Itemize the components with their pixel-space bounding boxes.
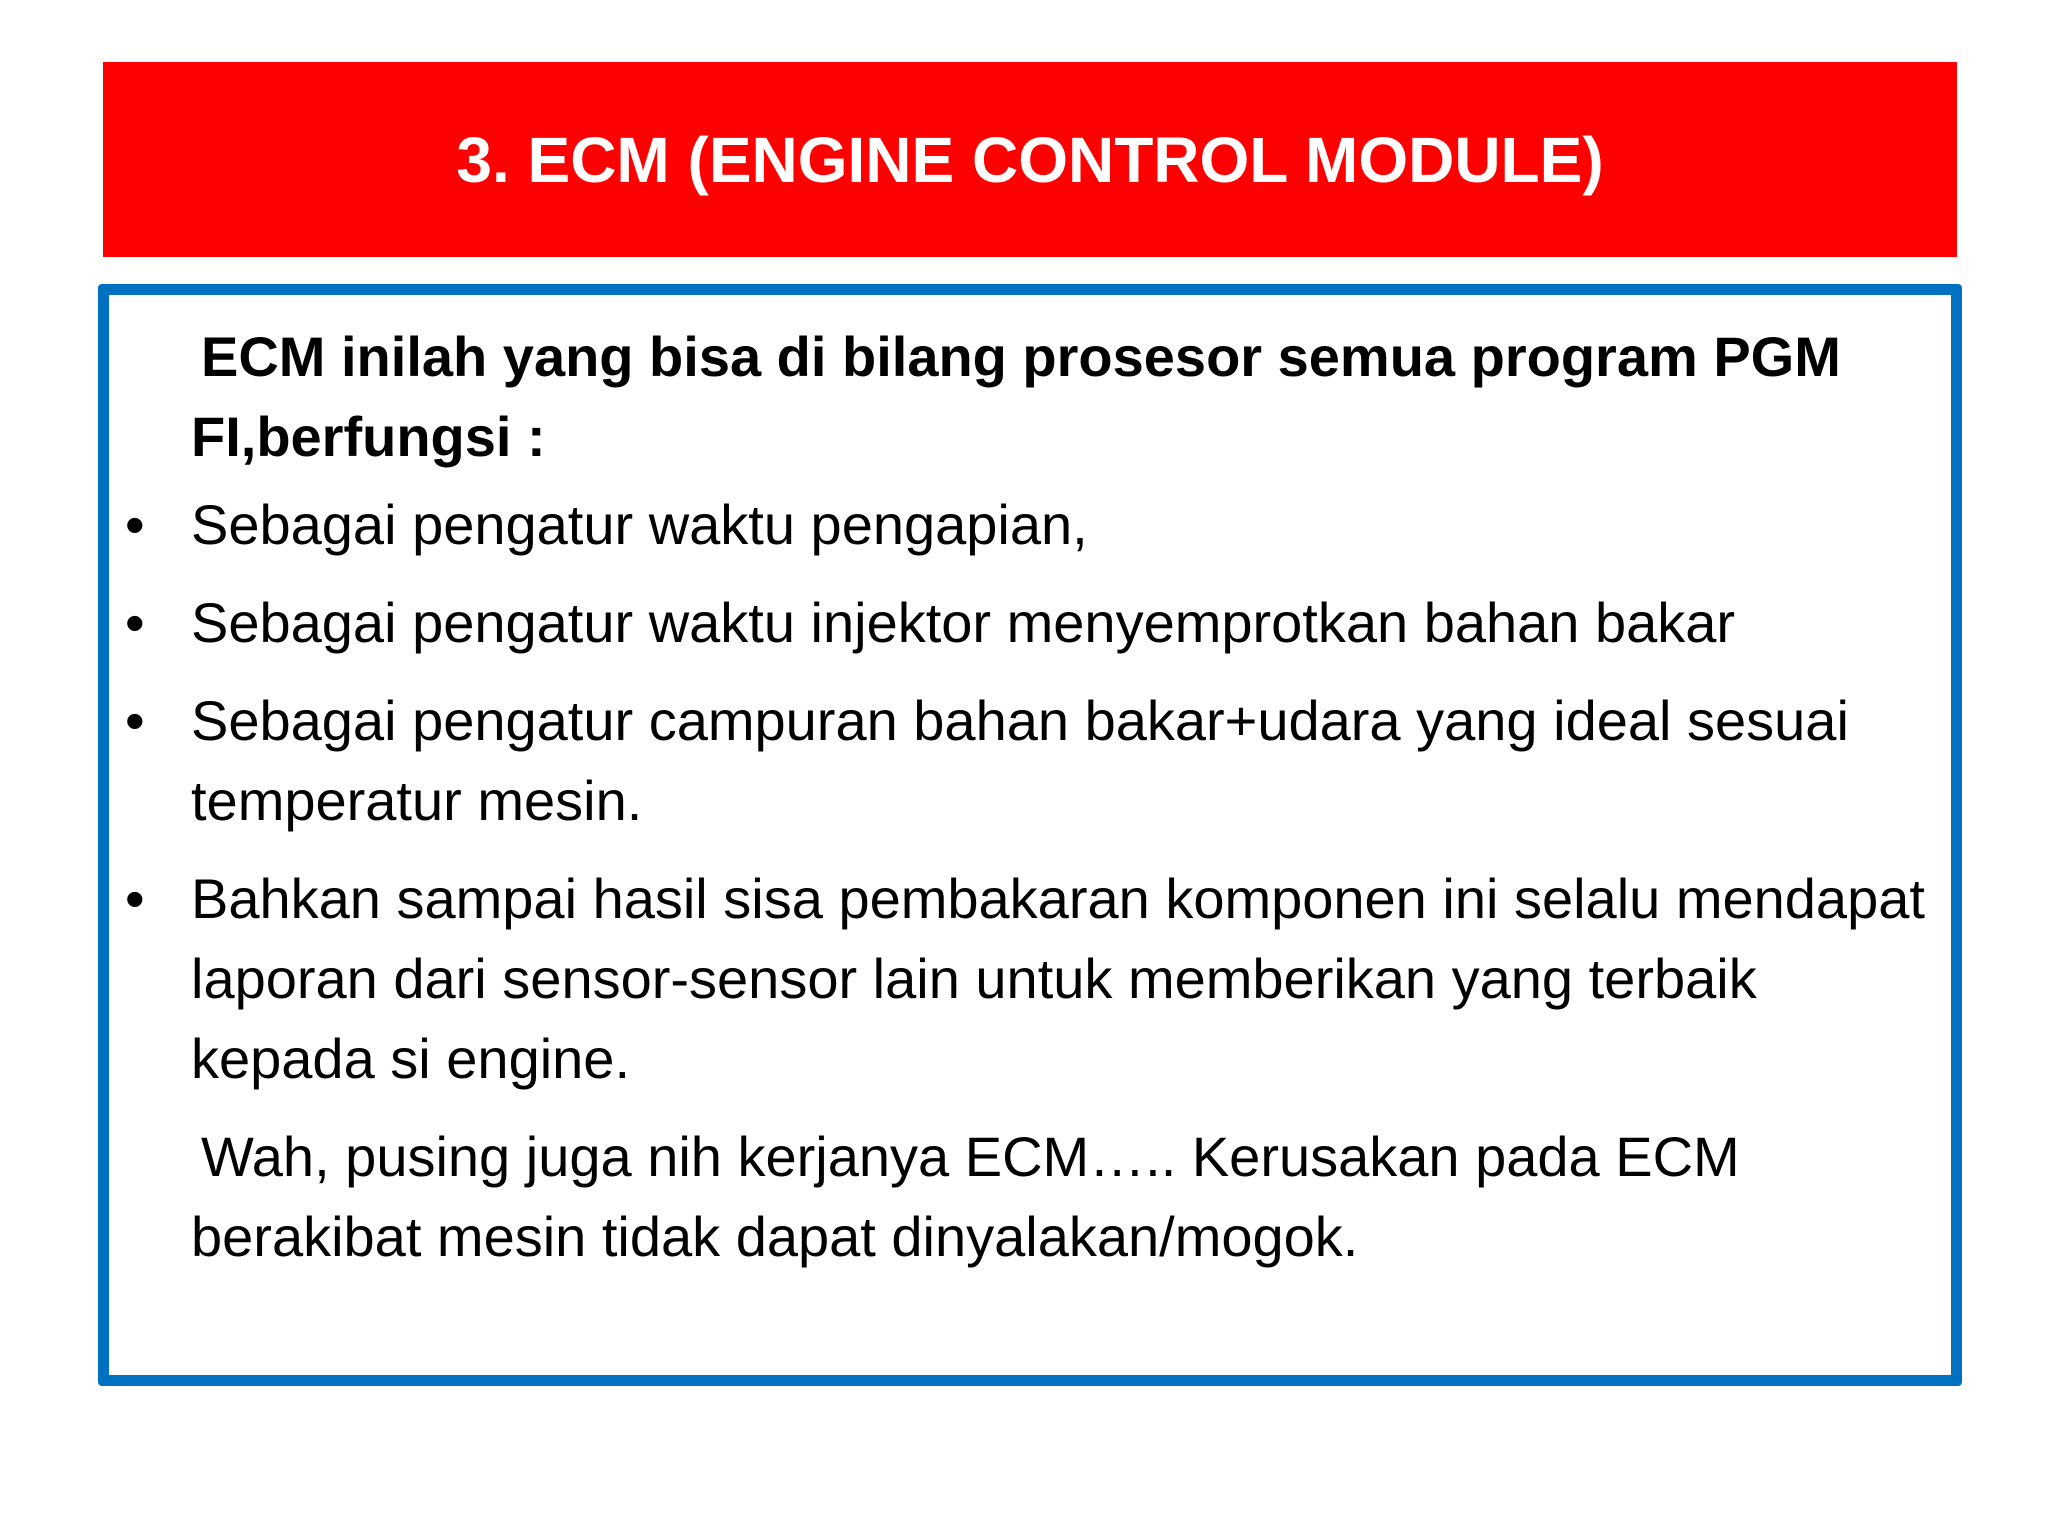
content-box: [98, 284, 1962, 1386]
list-item-text: Sebagai pengatur waktu pengapian,: [191, 493, 1088, 556]
title-bar: [103, 62, 1957, 257]
bullet-icon: •: [125, 689, 145, 752]
list-item: [125, 583, 1931, 663]
bullet-icon: •: [125, 591, 145, 654]
bullet-list: [125, 485, 1931, 1099]
slide-title: 3. ECM (ENGINE CONTROL MODULE): [456, 123, 1604, 196]
list-item-text: Sebagai pengatur campuran bahan bakar+udara yang ideal sesuai temperatur mesin.: [191, 689, 1849, 832]
list-item: [125, 485, 1931, 565]
intro-paragraph: ECM inilah yang bisa di bilang prosesor semua program PGM FI,berfungsi :: [191, 325, 1841, 468]
bullet-icon: •: [125, 493, 145, 556]
list-item-text: Sebagai pengatur waktu injektor menyemprotkan bahan bakar: [191, 591, 1736, 654]
list-item: [125, 681, 1931, 841]
bullet-icon: •: [125, 867, 145, 930]
list-item: [125, 859, 1931, 1099]
outro-paragraph: Wah, pusing juga nih kerjanya ECM….. Kerusakan pada ECM berakibat mesin tidak dapat dinyalakan/mogok.: [191, 1125, 1740, 1268]
list-item-text: Bahkan sampai hasil sisa pembakaran komponen ini selalu mendapat laporan dari sensor-sensor lain untuk memberikan yang terbaik kepada si engine.: [191, 867, 1925, 1090]
content-body: [109, 317, 1951, 1277]
